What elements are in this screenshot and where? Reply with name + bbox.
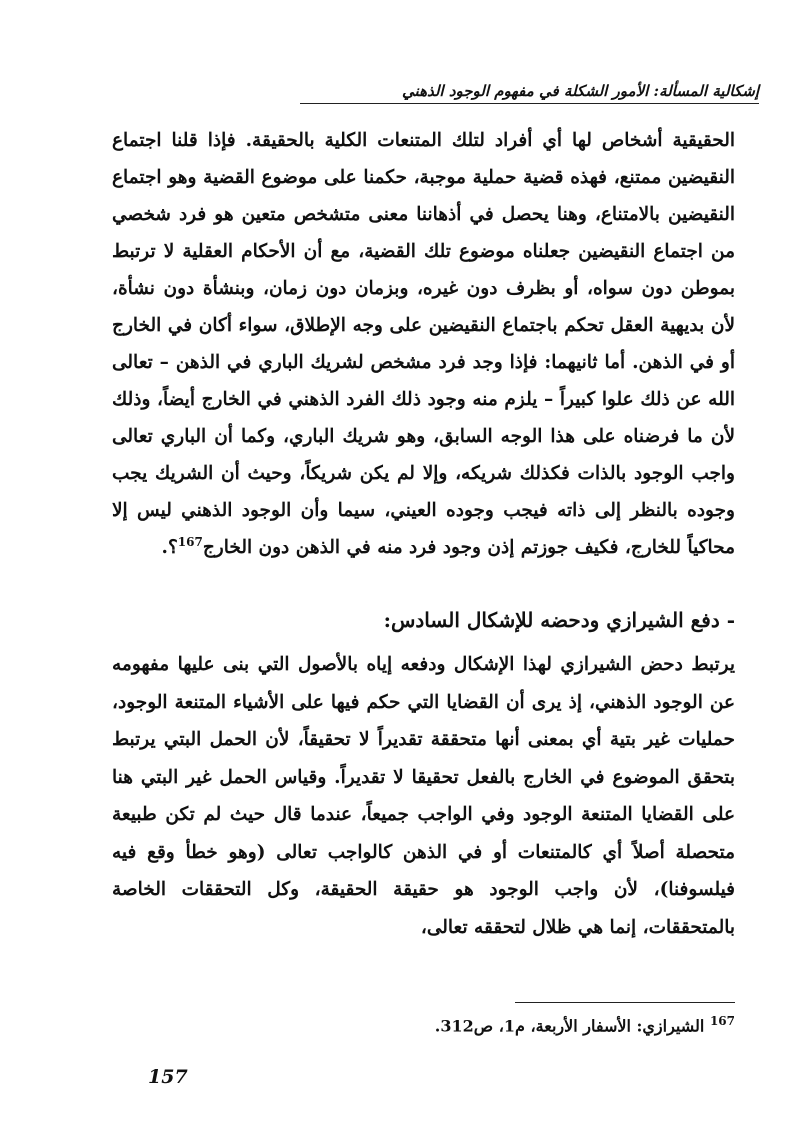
footnote-reference: 167 <box>177 534 203 549</box>
section-heading: - دفع الشيرازي ودحضه للإشكال السادس: <box>383 608 735 632</box>
page-number: 157 <box>148 1066 188 1088</box>
paragraph-2: يرتبط دحض الشيرازي لهذا الإشكال ودفعه إياه بالأصول التي بنى عليها مفهومه عن الوجود الذهني، إذ يرى أن القضايا التي حكم فيها على الأشياء المتنعة الوجود، حمليات غير بتية أي بمعنى أنها متحققة تقديراً لا تحقيقاً، لأن الحمل البتي يرتبط بتحقق الموضوع في الخارج بالفعل تحقيقا لا تقديراً. وقياس الحمل غير البتي هنا على القضايا المتنعة الوجود وفي الواجب جميعاً، عندما قال حيث لم تكن طبيعة متحصلة أصلاً أي كالمتنعات أو في الذهن كالواجب تعالى (وهو خطأ وقع فيه فيلسوفنا)، لأن واجب الوجود هو حقيقة الحقيقة، وكل التحققات الخاصة بالمتحققات، إنما هي ظلال لتحققه تعالى، <box>112 654 735 938</box>
footnote-number: 167 <box>709 1014 735 1028</box>
footnote-divider <box>515 1002 735 1003</box>
footnote <box>300 1014 735 1035</box>
running-head: إشكالية المسألة: الأمور الشكلة في مفهوم الوجود الذهني <box>300 82 759 104</box>
footnote-text: الشيرازي: الأسفار الأربعة، م1، ص312. <box>434 1016 705 1036</box>
paragraph-1 <box>112 122 735 566</box>
main-text <box>112 122 735 946</box>
paragraph-1-text: الحقيقية أشخاص لها أي أفراد لتلك المتنعات الكلية بالحقيقة. فإذا قلنا اجتماع النقيضين ممتنع، فهذه قضية حملية موجبة، حكمنا على موضوع القضية وهو اجتماع النقيضين بالامتناع، وهنا يحصل في أذهاننا معنى متشخص متعين هو فرد شخصي من اجتماع النقيضين جعلناه موضوع تلك القضية، مع أن الأحكام العقلية لا ترتبط بموطن دون سواه، أو بظرف دون غيره، وبزمان دون زمان، وبنشأة دون نشأة، لأن بديهية العقل تحكم باجتماع النقيضين على وجه الإطلاق، سواء أكان في الخارج أو في الذهن. أما ثانيهما: فإذا وجد فرد مشخص لشريك الباري في الذهن – تعالى الله عن ذلك علوا كبيراً – يلزم منه وجود ذلك الفرد الذهني في الخارج أيضاً، وذلك لأن ما فرضناه على هذا الوجه السابق، وهو شريك الباري، وكما أن الباري تعالى واجب الوجود بالذات فكذلك شريكه، وإلا لم يكن شريكاً، وحيث أن الشريك يجب وجوده بالنظر إلى ذاته فيجب وجوده العيني، سيما وأن الوجود الذهني ليس إلا محاكياً للخارج، فكيف جوزتم إذن وجود فرد منه في الذهن دون الخارج <box>112 130 735 558</box>
paragraph-1-end: ؟. <box>161 537 178 558</box>
